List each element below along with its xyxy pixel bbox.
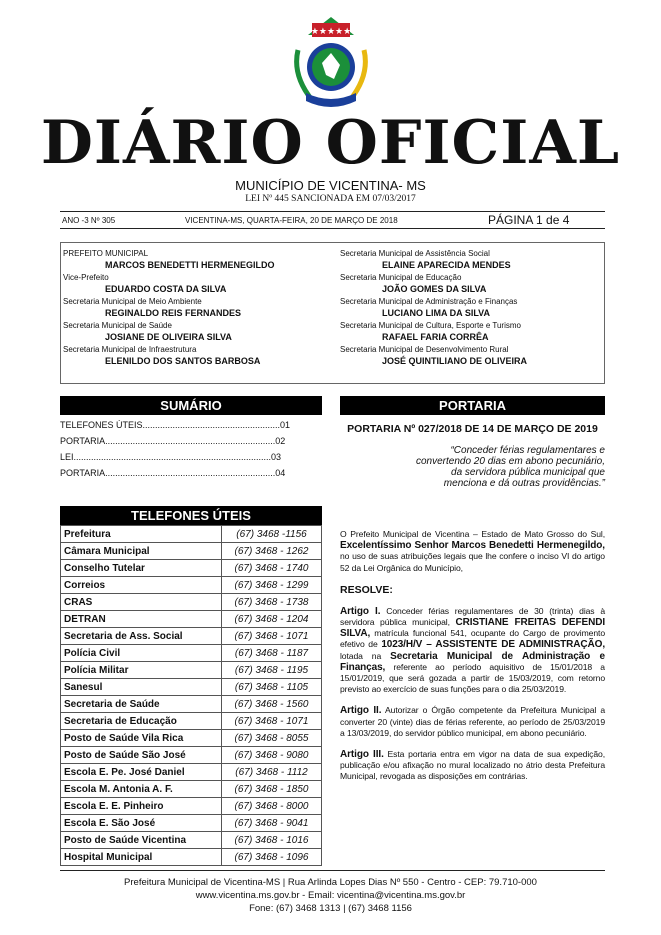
table-row [61, 645, 322, 662]
phone-entry-name: Escola M. Antonia A. F. [61, 781, 222, 798]
official-name: MARCOS BENEDETTI HERMENEGILDO [105, 260, 275, 270]
phone-entry-number[interactable]: (67) 3468 - 1560 [222, 696, 322, 713]
phone-entry-number[interactable]: (67) 3468 - 9080 [222, 747, 322, 764]
official-name: JOÃO GOMES DA SILVA [382, 284, 487, 294]
official-name: JOSIANE DE OLIVEIRA SILVA [105, 332, 232, 342]
article-label: Artigo I. [340, 605, 381, 617]
phone-entry-name: Hospital Municipal [61, 849, 222, 866]
header-rule-top [60, 211, 605, 212]
phone-entry-name: Posto de Saúde São José [61, 747, 222, 764]
table-row [61, 713, 322, 730]
phone-entry-number[interactable]: (67) 3468 - 1738 [222, 594, 322, 611]
table-row [61, 628, 322, 645]
article-1 [340, 606, 605, 696]
law-reference: LEI Nº 445 SANCIONADA EM 07/03/2017 [245, 194, 416, 204]
phone-entry-number[interactable]: (67) 3468 - 1071 [222, 628, 322, 645]
phone-entry-number[interactable]: (67) 3468 - 1299 [222, 577, 322, 594]
summary-item[interactable]: PORTARIA....................................................................04 [60, 468, 286, 478]
official-name: JOSÉ QUINTILIANO DE OLIVEIRA [382, 356, 528, 366]
official-role: Secretaria Municipal de Infraestrutura [63, 345, 197, 354]
table-row [61, 798, 322, 815]
official-name: REGINALDO REIS FERNANDES [105, 308, 242, 318]
phone-entry-name: Polícia Civil [61, 645, 222, 662]
phone-entry-number[interactable]: (67) 3468 - 1071 [222, 713, 322, 730]
employee-name: CRISTIANE FREITAS DEFENDI SILVA, [340, 617, 605, 640]
useful-phones-heading: TELEFONES ÚTEIS [60, 506, 322, 525]
phone-entry-name: CRAS [61, 594, 222, 611]
article-text: Conceder férias regulamentares de 30 (trinta) dias à servidora pública municipal, [340, 605, 606, 628]
table-row [61, 611, 322, 628]
phone-entry-number[interactable]: (67) 3468 - 1850 [222, 781, 322, 798]
phone-entry-number[interactable]: (67) 3468 -1156 [222, 526, 322, 543]
phone-entry-number[interactable]: (67) 3468 - 9041 [222, 815, 322, 832]
footer-web[interactable]: www.vicentina.ms.gov.br - Email: vicentina@vicentina.ms.gov.br [195, 890, 466, 901]
table-row [61, 543, 322, 560]
phone-entry-number[interactable]: (67) 3468 - 1105 [222, 679, 322, 696]
table-row [61, 747, 322, 764]
official-role: Secretaria Municipal de Administração e Finanças [340, 297, 518, 306]
phone-entry-name: Posto de Saúde Vicentina [61, 832, 222, 849]
svg-text:★★★★★: ★★★★★ [310, 27, 352, 37]
portaria-section [340, 396, 605, 783]
portaria-intro [340, 529, 605, 574]
municipal-coat-of-arms [290, 5, 372, 117]
phone-entry-name: Câmara Municipal [61, 543, 222, 560]
official-role: Secretaria Municipal de Assistência Social [340, 249, 490, 258]
page-footer [0, 876, 661, 915]
portaria-heading: PORTARIA [340, 396, 605, 415]
officials-right-column [340, 249, 527, 369]
intro-text: no uso de suas atribuições legais que lhe confere o inciso VI do artigo 52 da Lei Orgânica do Município, [340, 551, 605, 573]
phone-entry-name: Escola E. São José [61, 815, 222, 832]
intro-text: O Prefeito Municipal de Vicentina – Estado de Mato Grosso do Sul, [340, 529, 605, 539]
department-name: Secretaria Municipal de Administração e Finanças, [340, 650, 605, 673]
officials-left-column [63, 249, 275, 369]
phone-entry-number[interactable]: (67) 3468 - 8000 [222, 798, 322, 815]
article-text: lotada na [340, 650, 391, 661]
table-row [61, 577, 322, 594]
phone-entry-number[interactable]: (67) 3468 - 1740 [222, 560, 322, 577]
official-role: Secretaria Municipal de Meio Ambiente [63, 297, 202, 306]
phones-table [60, 525, 322, 866]
phone-entry-name: Conselho Tutelar [61, 560, 222, 577]
issue-number: ANO -3 Nº 305 [62, 216, 116, 225]
page-indicator: PÁGINA 1 de 4 [488, 213, 570, 227]
municipality-name: MUNICÍPIO DE VICENTINA- MS [235, 178, 426, 193]
phone-entry-number[interactable]: (67) 3468 - 1262 [222, 543, 322, 560]
official-role: Secretaria Municipal de Desenvolvimento Rural [340, 345, 509, 354]
official-role: Secretaria Municipal de Educação [340, 273, 462, 282]
official-role: Vice-Prefeito [63, 273, 109, 282]
phone-entry-number[interactable]: (67) 3468 - 1112 [222, 764, 322, 781]
article-text: Esta portaria entra em vigor na data de sua expedição, publicação e/ou afixação no mural localizado no átrio desta Prefeitura Municipal, revogada as disposições em contrárias. [340, 749, 605, 782]
summary-item[interactable]: PORTARIA....................................................................02 [60, 436, 286, 446]
table-row [61, 832, 322, 849]
footer-phones: Fone: (67) 3468 1313 | (67) 3468 1156 [249, 903, 412, 914]
phone-entry-name: Sanesul [61, 679, 222, 696]
official-role: Secretaria Municipal de Saúde [63, 321, 172, 330]
official-name: ELENILDO DOS SANTOS BARBOSA [105, 356, 261, 366]
phone-entry-number[interactable]: (67) 3468 - 8055 [222, 730, 322, 747]
portaria-epigraph: “Conceder férias regulamentares e convertendo 20 dias em abono pecuniário, da servidora pública municipal que menciona e dá outras providências.” [415, 445, 605, 489]
article-text: referente ao período aquisitivo de 15/01/2018 a 15/01/2019, que será gozada a partir de 15/03/2019, com retorno previsto ao exercício de suas funções para o dia 25/03/2019. [340, 661, 605, 695]
table-row [61, 662, 322, 679]
official-name: ELAINE APARECIDA MENDES [382, 260, 511, 270]
article-label: Artigo II. [340, 705, 382, 717]
official-name: RAFAEL FARIA CORRÊA [382, 332, 489, 342]
mayor-name: Excelentíssimo Senhor Marcos Benedetti Hermenegildo, [340, 540, 605, 552]
phone-entry-name: Escola E. E. Pinheiro [61, 798, 222, 815]
useful-phones-section [60, 506, 322, 866]
phone-entry-name: Posto de Saúde Vila Rica [61, 730, 222, 747]
table-row [61, 560, 322, 577]
summary-section [60, 396, 322, 479]
article-3 [340, 749, 605, 783]
phone-entry-name: Polícia Militar [61, 662, 222, 679]
footer-rule [60, 870, 605, 871]
table-row [61, 849, 322, 866]
phone-entry-name: Correios [61, 577, 222, 594]
article-text: matrícula funcional 541, ocupante do Cargo de provimento efetivo de [340, 628, 605, 650]
phone-entry-name: Escola E. Pe. José Daniel [61, 764, 222, 781]
table-row [61, 679, 322, 696]
header-rule-bottom [60, 228, 605, 229]
phone-entry-number[interactable]: (67) 3468 - 1016 [222, 832, 322, 849]
phone-entry-number[interactable]: (67) 3468 - 1204 [222, 611, 322, 628]
official-name: LUCIANO LIMA DA SILVA [382, 308, 490, 318]
job-title: 1023/H/V – ASSISTENTE DE ADMINISTRAÇÃO, [381, 639, 605, 651]
phone-entry-number[interactable]: (67) 3468 - 1187 [222, 645, 322, 662]
phone-entry-name: Secretaria de Educação [61, 713, 222, 730]
official-role: PREFEITO MUNICIPAL [63, 249, 149, 258]
table-row [61, 781, 322, 798]
crest-stars [308, 17, 354, 37]
article-text: Autorizar o Órgão competente da Prefeitura Municipal a converter 20 (vinte) dias de férias referente, ao período de 25/03/2019 a 13/03/2019, do servidor público municipal, em abono pecuniário. [340, 705, 605, 738]
officials-directory [60, 242, 605, 384]
table-row [61, 730, 322, 747]
table-row [61, 764, 322, 781]
phone-entry-name: DETRAN [61, 611, 222, 628]
table-row [61, 815, 322, 832]
official-role: Secretaria Municipal de Cultura, Esporte e Turismo [340, 321, 521, 330]
portaria-title: PORTARIA Nº 027/2018 DE 14 DE MARÇO DE 2019 [347, 423, 598, 435]
summary-heading: SUMÁRIO [60, 396, 322, 415]
article-label: Artigo III. [340, 749, 384, 761]
issue-date: VICENTINA-MS, QUARTA-FEIRA, 20 DE MARÇO DE 2018 [185, 216, 398, 225]
table-row [61, 594, 322, 611]
table-row [61, 696, 322, 713]
phone-entry-name: Prefeitura [61, 526, 222, 543]
article-2 [340, 705, 605, 739]
phone-entry-number[interactable]: (67) 3468 - 1096 [222, 849, 322, 866]
summary-item[interactable]: LEI...............................................................................03 [60, 452, 282, 462]
footer-address: Prefeitura Municipal de Vicentina-MS | Rua Arlinda Lopes Dias Nº 550 - Centro - CEP: 79.710-000 [124, 877, 537, 888]
summary-item[interactable]: TELEFONES ÚTEIS.......................................................01 [60, 420, 291, 430]
phone-entry-name: Secretaria de Saúde [61, 696, 222, 713]
masthead-title: DIÁRIO OFICIAL [40, 108, 621, 178]
official-name: EDUARDO COSTA DA SILVA [105, 284, 227, 294]
phone-entry-name: Secretaria de Ass. Social [61, 628, 222, 645]
table-row [61, 526, 322, 543]
phone-entry-number[interactable]: (67) 3468 - 1195 [222, 662, 322, 679]
resolve-heading: RESOLVE: [340, 583, 393, 596]
